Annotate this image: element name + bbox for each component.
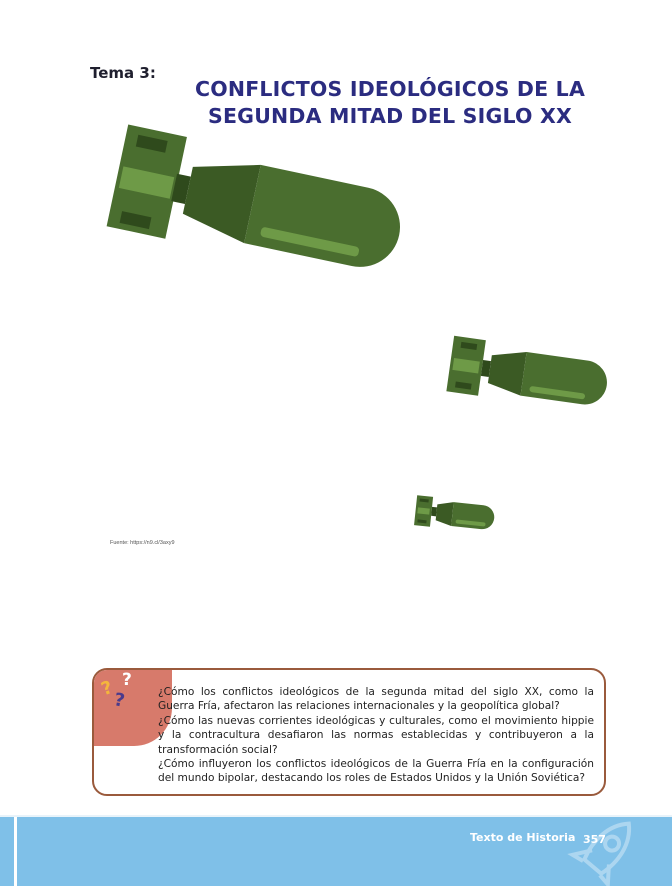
- rocket-icon: [560, 817, 650, 886]
- question-3: ¿Cómo influyeron los conflictos ideológicos de la Guerra Fría en la configuración del mundo bipolar, destacando los roles de Estados Unidos y la Unión Soviética?: [158, 758, 594, 785]
- bomb-large-illustration: [100, 140, 410, 310]
- bomb-small-illustration: [412, 496, 502, 542]
- page-title-line-1: CONFLICTOS IDEOLÓGICOS DE LA: [194, 77, 586, 101]
- footer: [0, 817, 672, 886]
- bomb-medium-illustration: [444, 340, 614, 430]
- question-1: ¿Cómo los conflictos ideológicos de la segunda mitad del siglo XX, como la Guerra Fría, afectaron las relaciones internacionales y la geopolítica global?: [158, 686, 594, 713]
- question-2: ¿Cómo las nuevas corrientes ideológicas y culturales, como el movimiento hippie y la contracultura desafiaron las normas establecidas y contribuyeron a la transformación social?: [158, 714, 594, 756]
- question-marks-icon: ? ? ?: [94, 670, 172, 746]
- questions-box: [92, 668, 606, 796]
- page-title: [170, 76, 610, 130]
- questions-text: [158, 685, 594, 786]
- page-number: 357: [583, 833, 606, 846]
- footer-book-title: Texto de Historia: [470, 831, 576, 844]
- page-title-line-2: SEGUNDA MITAD DEL SIGLO XX: [208, 104, 572, 128]
- topic-label: Tema 3:: [90, 64, 156, 82]
- footer-accent-bar: [14, 817, 17, 886]
- image-source: Fuente: https://n9.cl/3axy9: [110, 540, 175, 546]
